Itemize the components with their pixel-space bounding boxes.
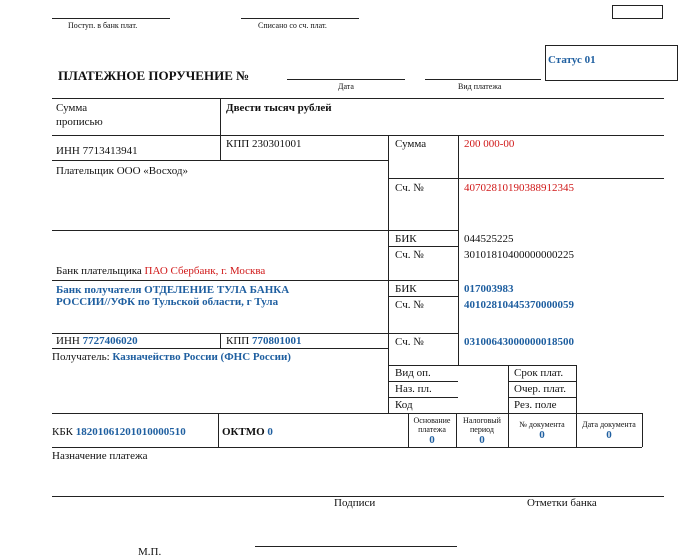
receiver-bank-line-2: РОССИИ//УФК по Тульской области, г Тула bbox=[56, 296, 279, 308]
payer-bank-bik-label: БИК bbox=[395, 233, 417, 245]
amount-words-value: Двести тысяч рублей bbox=[226, 102, 332, 114]
receiver-bank-corr-value: 40102810445370000059 bbox=[464, 299, 574, 311]
signatures-label: Подписи bbox=[334, 497, 376, 509]
date-line bbox=[287, 79, 405, 80]
payer-account-value: 40702810190388912345 bbox=[464, 182, 574, 194]
receiver-bank-corr-label: Сч. № bbox=[395, 299, 424, 311]
receiver-bank-bik-value: 017003983 bbox=[464, 283, 514, 295]
payer-inn: ИНН 7713413941 bbox=[56, 145, 138, 157]
rule-codes-mid-right bbox=[508, 381, 576, 382]
amount-words-label-2: прописью bbox=[56, 116, 103, 128]
page-title: ПЛАТЕЖНОЕ ПОРУЧЕНИЕ № bbox=[58, 68, 250, 83]
receiver-account-label: Сч. № bbox=[395, 336, 424, 348]
kbk-field: КБК 18201061201010000510 bbox=[52, 426, 186, 438]
mid-divider-2 bbox=[458, 135, 459, 365]
payer-sum-label: Сумма bbox=[395, 138, 427, 150]
status-value: Статус 01 bbox=[548, 54, 596, 66]
period-value: 0 bbox=[479, 434, 485, 446]
debited-label: Списано со сч. плат. bbox=[258, 21, 327, 30]
srok-label: Срок плат. bbox=[514, 367, 564, 379]
rule-receiver-bik bbox=[388, 296, 458, 297]
payer-bank-bik-value: 044525225 bbox=[464, 233, 514, 245]
rule-receiver-top bbox=[52, 333, 458, 334]
form-code-box bbox=[612, 5, 663, 19]
basis-label: Основание платежа bbox=[413, 416, 451, 434]
amount-words-label-1: Сумма bbox=[56, 102, 88, 114]
rule-codes-low bbox=[388, 397, 458, 398]
budget-divider-6 bbox=[642, 413, 643, 447]
codes-divider-1 bbox=[508, 365, 509, 413]
receiver-name: Получатель: Казначейство России (ФНС России) bbox=[52, 351, 291, 363]
rez-label: Рез. поле bbox=[514, 399, 557, 411]
payer-name: Плательщик ООО «Восход» bbox=[56, 165, 188, 177]
receiver-inn-kpp-divider bbox=[220, 333, 221, 348]
rule-budget-top bbox=[52, 413, 642, 414]
receiver-inn: ИНН 7727406020 bbox=[56, 335, 138, 347]
rule-payer-bik bbox=[388, 246, 458, 247]
doc-date-label: Дата документа bbox=[582, 420, 636, 429]
rule-codes-low-right bbox=[508, 397, 576, 398]
rule-codes-top bbox=[388, 365, 576, 366]
bank-marks-label: Отметки банка bbox=[527, 497, 597, 509]
payer-account-label: Сч. № bbox=[395, 182, 424, 194]
budget-divider-1 bbox=[218, 413, 219, 447]
receiver-account-value: 03100643000000018500 bbox=[464, 336, 574, 348]
kod-label: Код bbox=[395, 399, 413, 411]
purpose-label: Назначение платежа bbox=[52, 450, 148, 462]
signature-line bbox=[255, 546, 457, 547]
payer-kpp: КПП 230301001 bbox=[226, 138, 302, 150]
rule-receiver-bank-top bbox=[52, 280, 458, 281]
period-label: Налоговый период bbox=[463, 416, 501, 434]
doc-date-value: 0 bbox=[606, 429, 612, 441]
rule-payer-bank-top bbox=[52, 230, 458, 231]
rule-codes-mid bbox=[388, 381, 458, 382]
rule-payer-top bbox=[52, 135, 664, 136]
mid-divider-1 bbox=[388, 135, 389, 413]
rule-receiver-inn bbox=[52, 348, 388, 349]
doc-no-label: № документа bbox=[519, 420, 565, 429]
payer-bank-corr-value: 30101810400000000225 bbox=[464, 249, 574, 261]
ocher-label: Очер. плат. bbox=[514, 383, 567, 395]
payment-type-line bbox=[425, 79, 541, 80]
payment-type-label: Вид платежа bbox=[458, 82, 502, 91]
payer-inn-kpp-divider bbox=[220, 135, 221, 160]
basis-value: 0 bbox=[429, 434, 435, 446]
received-line bbox=[52, 18, 170, 19]
stamp-label: М.П. bbox=[138, 546, 162, 558]
receiver-bank-bik-label: БИК bbox=[395, 283, 417, 295]
naz-pl-label: Наз. пл. bbox=[395, 383, 432, 395]
received-label: Поступ. в банк плат. bbox=[68, 21, 138, 30]
rule-top bbox=[52, 98, 664, 99]
receiver-kpp: КПП 770801001 bbox=[226, 335, 302, 347]
payer-sum-value: 200 000-00 bbox=[464, 138, 515, 150]
debited-line bbox=[241, 18, 359, 19]
amount-words-divider bbox=[220, 98, 221, 135]
oktmo-field: ОКТМО 0 bbox=[222, 426, 273, 438]
payer-bank-corr-label: Сч. № bbox=[395, 249, 424, 261]
rule-sum bbox=[388, 178, 664, 179]
receiver-bank-line-1: Банк получателя ОТДЕЛЕНИЕ ТУЛА БАНКА bbox=[56, 284, 290, 296]
payer-bank-name: Банк плательщика ПАО Сбербанк, г. Москва bbox=[56, 265, 266, 277]
date-label: Дата bbox=[338, 82, 354, 91]
rule-payer-inn bbox=[52, 160, 388, 161]
rule-budget-bottom bbox=[52, 447, 642, 448]
vid-op-label: Вид оп. bbox=[395, 367, 431, 379]
doc-no-value: 0 bbox=[539, 429, 545, 441]
codes-divider-2 bbox=[576, 365, 577, 413]
